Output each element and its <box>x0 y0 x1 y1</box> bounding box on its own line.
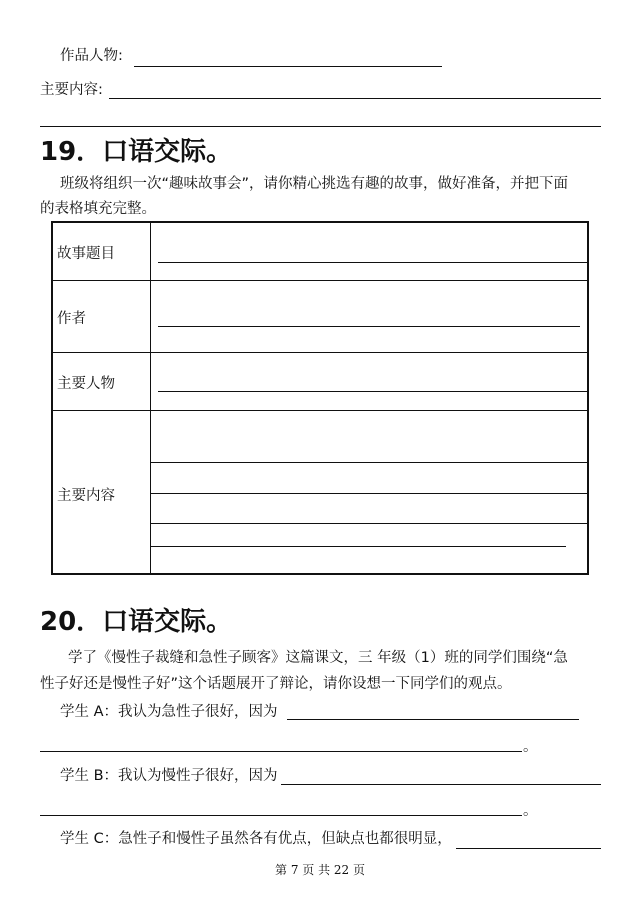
table-column-divider <box>150 221 151 575</box>
student-a-period: 。 <box>523 739 538 755</box>
main-characters-answer-line[interactable] <box>158 391 589 392</box>
q20-heading: 20．口语交际。 <box>40 607 233 637</box>
q19-intro-line2: 的表格填充完整。 <box>40 201 156 217</box>
q20-intro-line2: 性子好还是慢性子好”这个话题展开了辩论，请你设想一下同学们的观点。 <box>40 676 512 692</box>
page-number: 第 7 页 共 22 页 <box>275 863 365 877</box>
main-content-answer-line-3[interactable] <box>151 523 589 524</box>
student-c-prompt: 学生 C：急性子和慢性子虽然各有优点，但缺点也都很明显， <box>60 831 452 847</box>
student-c-answer-line[interactable] <box>456 848 601 849</box>
table-row-divider <box>51 410 589 411</box>
row-label-story-title: 故事题目 <box>57 246 115 262</box>
main-content-answer-line-1[interactable] <box>151 462 589 463</box>
content-label: 主要内容: <box>40 82 103 98</box>
student-a-answer-line-2[interactable] <box>40 751 522 752</box>
story-title-answer-line[interactable] <box>158 262 589 263</box>
table-row-divider <box>51 280 589 281</box>
q19-intro-line1: 班级将组织一次“趣味故事会”，请你精心挑选有趣的故事，做好准备，并把下面 <box>60 176 569 192</box>
student-b-prompt: 学生 B：我认为慢性子很好，因为 <box>60 768 278 784</box>
author-answer-line[interactable] <box>158 326 580 327</box>
student-b-answer-line-2[interactable] <box>40 815 522 816</box>
student-a-answer-line-1[interactable] <box>287 719 579 720</box>
main-content-answer-line-2[interactable] <box>151 493 589 494</box>
row-label-main-content: 主要内容 <box>57 488 115 504</box>
student-b-answer-line-1[interactable] <box>281 784 601 785</box>
q19-heading: 19．口语交际。 <box>40 137 233 167</box>
story-table <box>51 221 589 575</box>
row-label-author: 作者 <box>57 311 86 327</box>
student-a-prompt: 学生 A：我认为急性子很好，因为 <box>60 704 278 720</box>
table-row-divider <box>51 352 589 353</box>
content-answer-line-1[interactable] <box>109 98 601 99</box>
main-content-answer-line-4[interactable] <box>151 546 566 547</box>
characters-label: 作品人物: <box>60 48 123 64</box>
characters-answer-line[interactable] <box>134 66 442 67</box>
q20-intro-line1: 学了《慢性子裁缝和急性子顾客》这篇课文，三 年级（1）班的同学们围绕“急 <box>68 650 568 666</box>
student-b-period: 。 <box>523 803 538 819</box>
content-answer-line-2[interactable] <box>40 126 601 127</box>
row-label-main-characters: 主要人物 <box>57 376 115 392</box>
